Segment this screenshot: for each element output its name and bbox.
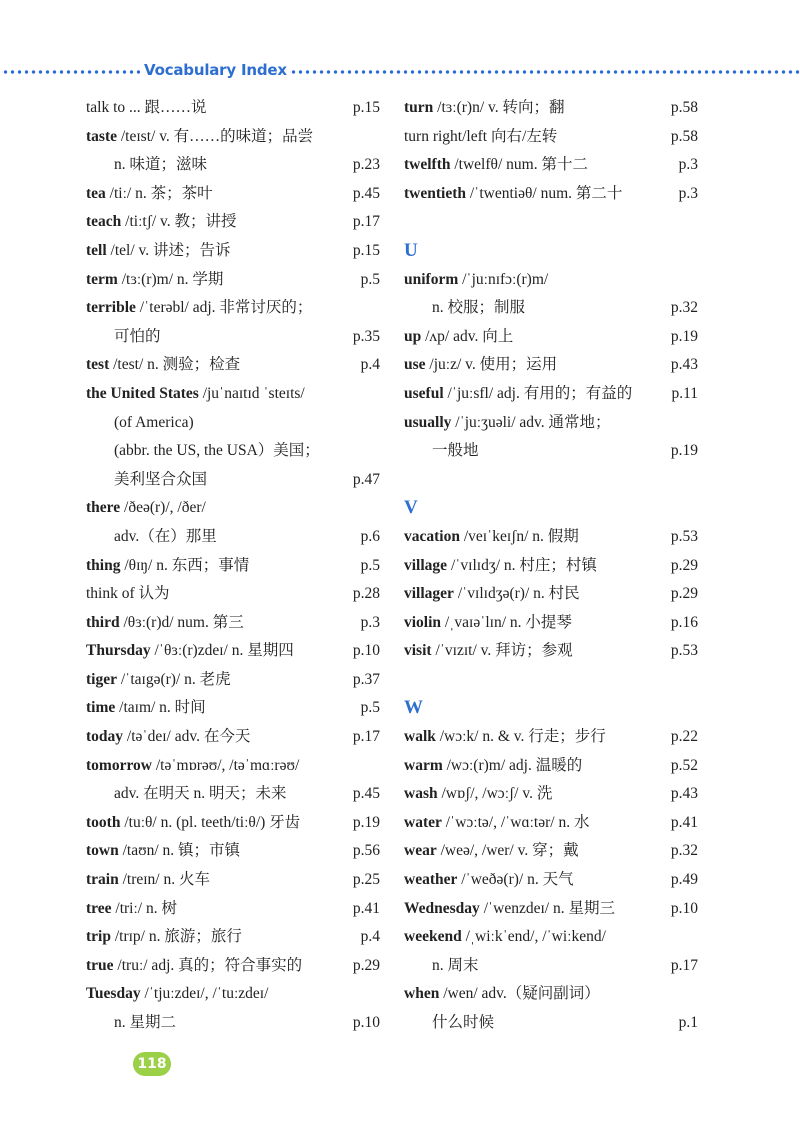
- entry-text: n. 校服；制服: [432, 299, 526, 317]
- entry-text: today /təˈdeɪ/ adv. 在今天: [86, 728, 251, 746]
- entry-text: tell /tel/ v. 讲述；告诉: [86, 241, 231, 259]
- vocab-entry-line: [86, 580, 380, 609]
- entry-text: (of America): [114, 413, 194, 431]
- vocab-entry-line: [86, 380, 380, 409]
- entry-page-ref: p.28: [352, 585, 380, 603]
- entry-text: tiger /ˈtaɪgə(r)/ n. 老虎: [86, 670, 231, 688]
- entry-page-ref: p.23: [352, 156, 380, 174]
- vocab-entry-line: [86, 466, 380, 495]
- vocab-entry-line: [404, 294, 698, 323]
- vocab-column-right: [404, 94, 698, 1038]
- entry-page-ref: p.56: [352, 842, 380, 860]
- entry-page-ref: p.17: [670, 956, 698, 974]
- entry-page-ref: p.17: [352, 728, 380, 746]
- section-gap: [404, 466, 698, 495]
- vocab-entry-line: [86, 323, 380, 352]
- entry-text: up /ʌp/ adv. 向上: [404, 327, 514, 345]
- entry-page-ref: p.19: [352, 813, 380, 831]
- entry-text: tea /tiː/ n. 茶；茶叶: [86, 184, 213, 202]
- entry-text: violin /ˌvaɪəˈlɪn/ n. 小提琴: [404, 613, 572, 631]
- header-dots-right: [290, 70, 800, 74]
- vocab-column-left: [86, 94, 380, 1038]
- entry-page-ref: p.19: [670, 327, 698, 345]
- entry-text: tooth /tuːθ/ n. (pl. teeth/tiːθ/) 牙齿: [86, 813, 301, 831]
- entry-text: third /θɜː(r)d/ num. 第三: [86, 613, 244, 631]
- vocab-entry-line: [404, 409, 698, 438]
- entry-text: 可怕的: [114, 327, 161, 345]
- entry-page-ref: p.3: [360, 613, 380, 631]
- vocab-entry-line: [86, 752, 380, 781]
- entry-page-ref: p.53: [670, 527, 698, 545]
- vocab-entry-line: [86, 494, 380, 523]
- vocab-entry-line: [404, 780, 698, 809]
- entry-text: villager /ˈvɪlɪdʒə(r)/ n. 村民: [404, 585, 580, 603]
- entry-page-ref: p.58: [670, 99, 698, 116]
- entry-text: weekend /ˌwiːkˈend/, /ˈwiːkend/: [404, 928, 606, 946]
- vocab-entry-line: [404, 723, 698, 752]
- entry-text: adv. 在明天 n. 明天；未来: [114, 785, 287, 803]
- entry-page-ref: p.6: [360, 527, 380, 545]
- vocab-entry-line: [86, 151, 380, 180]
- entry-page-ref: p.43: [670, 356, 698, 374]
- entry-page-ref: p.15: [352, 99, 380, 116]
- entry-text: weather /ˈweðə(r)/ n. 天气: [404, 871, 574, 889]
- vocab-entry-line: [86, 780, 380, 809]
- entry-text: adv.（在）那里: [114, 527, 217, 545]
- header-dots-left: [2, 70, 140, 74]
- entry-page-ref: p.10: [352, 1014, 380, 1031]
- vocab-entry-line: [404, 323, 698, 352]
- entry-text: terrible /ˈterəbl/ adj. 非常讨厌的；: [86, 299, 313, 317]
- vocab-entry-line: [404, 980, 698, 1009]
- entry-text: Thursday /ˈθɜː(r)zdeɪ/ n. 星期四: [86, 642, 294, 660]
- entry-text: visit /ˈvɪzɪt/ v. 拜访；参观: [404, 642, 573, 660]
- vocab-entry-line: [404, 609, 698, 638]
- vocab-entry-line: [404, 580, 698, 609]
- vocab-entry-line: [86, 266, 380, 295]
- entry-page-ref: p.47: [352, 470, 380, 488]
- vocab-entry-line: [86, 1009, 380, 1038]
- vocab-entry-line: [86, 980, 380, 1009]
- vocab-entry-line: [404, 180, 698, 209]
- entry-text: town /taʊn/ n. 镇；市镇: [86, 842, 241, 860]
- section-letter: U: [404, 239, 418, 261]
- vocab-entry-line: [86, 837, 380, 866]
- vocab-entry-line: [86, 94, 380, 123]
- section-gap: [404, 208, 698, 237]
- entry-page-ref: p.1: [678, 1014, 698, 1031]
- entry-page-ref: p.3: [678, 184, 698, 202]
- vocab-entry-line: [404, 123, 698, 152]
- entry-text: trip /trɪp/ n. 旅游；旅行: [86, 928, 242, 946]
- vocab-entry-line: [86, 694, 380, 723]
- entry-text: tree /triː/ n. 树: [86, 899, 177, 917]
- vocab-entry-line: [404, 1009, 698, 1038]
- entry-page-ref: p.41: [670, 813, 698, 831]
- entry-page-ref: p.32: [670, 299, 698, 317]
- entry-page-ref: p.19: [670, 442, 698, 460]
- entry-text: water /ˈwɔːtə/, /ˈwɑːtər/ n. 水: [404, 813, 590, 831]
- vocab-entry-line: [86, 809, 380, 838]
- vocab-entry-line: [404, 952, 698, 981]
- entry-text: twentieth /ˈtwentiəθ/ num. 第二十: [404, 184, 623, 202]
- entry-page-ref: p.45: [352, 785, 380, 803]
- vocab-entry-line: [86, 437, 380, 466]
- vocab-entry-line: [86, 637, 380, 666]
- entry-page-ref: p.43: [670, 785, 698, 803]
- vocab-entry-line: [86, 866, 380, 895]
- entry-page-ref: p.29: [352, 956, 380, 974]
- entry-text: village /ˈvɪlɪdʒ/ n. 村庄；村镇: [404, 556, 597, 574]
- entry-page-ref: p.10: [352, 642, 380, 660]
- entry-text: 什么时候: [432, 1014, 495, 1031]
- entry-page-ref: p.29: [670, 585, 698, 603]
- entry-page-ref: p.4: [360, 356, 380, 374]
- entry-page-ref: p.4: [360, 928, 380, 946]
- entry-text: thing /θɪŋ/ n. 东西；事情: [86, 556, 250, 574]
- vocab-entry-line: [404, 351, 698, 380]
- entry-page-ref: p.41: [352, 899, 380, 917]
- vocab-entry-line: [86, 923, 380, 952]
- entry-text: (abbr. the US, the USA）美国；: [114, 442, 320, 460]
- entry-text: Tuesday /ˈtjuːzdeɪ/, /ˈtuːzdeɪ/: [86, 985, 269, 1003]
- entry-page-ref: p.35: [352, 327, 380, 345]
- vocab-entry-line: [86, 552, 380, 581]
- entry-text: n. 味道；滋味: [114, 156, 208, 174]
- entry-page-ref: p.49: [670, 871, 698, 889]
- entry-page-ref: p.5: [360, 699, 380, 717]
- entry-text: twelfth /twelfθ/ num. 第十二: [404, 156, 588, 174]
- entry-text: there /ðeə(r)/, /ðer/: [86, 499, 206, 517]
- entry-page-ref: p.53: [670, 642, 698, 660]
- vocab-entry-line: [86, 609, 380, 638]
- entry-text: when /wen/ adv.（疑问副词）: [404, 985, 600, 1003]
- vocab-entry-line: [86, 409, 380, 438]
- entry-text: wear /weə/, /wer/ v. 穿；戴: [404, 842, 579, 860]
- vocab-entry-line: [86, 294, 380, 323]
- entry-text: true /truː/ adj. 真的；符合事实的: [86, 956, 303, 974]
- vocab-entry-line: [86, 351, 380, 380]
- section-letter: W: [404, 697, 423, 719]
- entry-text: vacation /veɪˈkeɪʃn/ n. 假期: [404, 527, 579, 545]
- vocab-entry-line: [404, 923, 698, 952]
- vocab-entry-line: [404, 523, 698, 552]
- entry-page-ref: p.17: [352, 213, 380, 231]
- vocab-entry-line: [404, 866, 698, 895]
- entry-text: usually /ˈjuːʒuəli/ adv. 通常地；: [404, 413, 611, 431]
- entry-text: useful /ˈjuːsfl/ adj. 有用的；有益的: [404, 384, 633, 402]
- entry-page-ref: p.29: [670, 556, 698, 574]
- vocab-entry-line: [86, 237, 380, 266]
- page-number-badge: 118: [133, 1052, 171, 1076]
- entry-page-ref: p.5: [360, 270, 380, 288]
- entry-text: tomorrow /təˈmɒrəʊ/, /təˈmɑːrəʊ/: [86, 756, 300, 774]
- vocab-entry-line: [404, 266, 698, 295]
- section-letter: V: [404, 497, 418, 519]
- entry-text: n. 周末: [432, 956, 479, 974]
- vocab-entry-line: [404, 637, 698, 666]
- vocab-entry-line: [404, 809, 698, 838]
- entry-text: use /juːz/ v. 使用；运用: [404, 356, 558, 374]
- entry-text: Wednesday /ˈwenzdeɪ/ n. 星期三: [404, 899, 615, 917]
- vocab-entry-line: [86, 208, 380, 237]
- entry-page-ref: p.58: [670, 127, 698, 145]
- vocab-entry-line: [404, 380, 698, 409]
- entry-page-ref: p.52: [670, 756, 698, 774]
- entry-text: 美利坚合众国: [114, 470, 208, 488]
- vocab-entry-line: [404, 552, 698, 581]
- vocab-entry-line: [404, 752, 698, 781]
- vocab-entry-line: [404, 151, 698, 180]
- entry-page-ref: p.10: [670, 899, 698, 917]
- vocab-entry-line: [404, 895, 698, 924]
- vocab-entry-line: [404, 437, 698, 466]
- entry-page-ref: p.25: [352, 871, 380, 889]
- entry-text: train /treɪn/ n. 火车: [86, 871, 210, 889]
- entry-text: time /taɪm/ n. 时间: [86, 699, 206, 717]
- entry-page-ref: p.3: [678, 156, 698, 174]
- entry-text: 一般地: [432, 442, 479, 460]
- entry-text: turn right/left 向右/左转: [404, 127, 558, 145]
- entry-page-ref: p.15: [352, 241, 380, 259]
- vocab-entry-line: [86, 952, 380, 981]
- entry-page-ref: p.37: [352, 670, 380, 688]
- vocab-entry-line: [86, 523, 380, 552]
- entry-page-ref: p.22: [670, 728, 698, 746]
- vocab-entry-line: [86, 895, 380, 924]
- entry-page-ref: p.16: [670, 613, 698, 631]
- entry-text: walk /wɔːk/ n. & v. 行走；步行: [404, 728, 606, 746]
- entry-text: think of 认为: [86, 585, 170, 603]
- entry-text: test /test/ n. 测验；检查: [86, 356, 241, 374]
- vocab-entry-line: [86, 723, 380, 752]
- entry-text: n. 星期二: [114, 1014, 177, 1031]
- entry-text: teach /tiːtʃ/ v. 教；讲授: [86, 213, 237, 231]
- entry-text: talk to ... 跟……说: [86, 99, 207, 116]
- vocab-entry-line: [404, 837, 698, 866]
- entry-text: uniform /ˈjuːnɪfɔː(r)m/: [404, 270, 549, 288]
- vocab-entry-line: [86, 123, 380, 152]
- section-gap: [404, 666, 698, 695]
- entry-text: turn /tɜː(r)n/ v. 转向；翻: [404, 99, 565, 116]
- entry-page-ref: p.45: [352, 184, 380, 202]
- entry-page-ref: p.32: [670, 842, 698, 860]
- page-header: [0, 62, 800, 82]
- header-title: Vocabulary Index: [144, 61, 287, 79]
- vocab-entry-line: [404, 94, 698, 123]
- entry-text: taste /teɪst/ v. 有……的味道；品尝: [86, 127, 314, 145]
- vocab-entry-line: [86, 180, 380, 209]
- entry-page-ref: p.5: [360, 556, 380, 574]
- vocab-entry-line: [86, 666, 380, 695]
- entry-page-ref: p.11: [671, 384, 698, 402]
- entry-text: wash /wɒʃ/, /wɔːʃ/ v. 洗: [404, 785, 553, 803]
- entry-text: warm /wɔː(r)m/ adj. 温暖的: [404, 756, 583, 774]
- entry-text: term /tɜː(r)m/ n. 学期: [86, 270, 224, 288]
- entry-text: the United States /juˈnaɪtɪd ˈsteɪts/: [86, 384, 305, 402]
